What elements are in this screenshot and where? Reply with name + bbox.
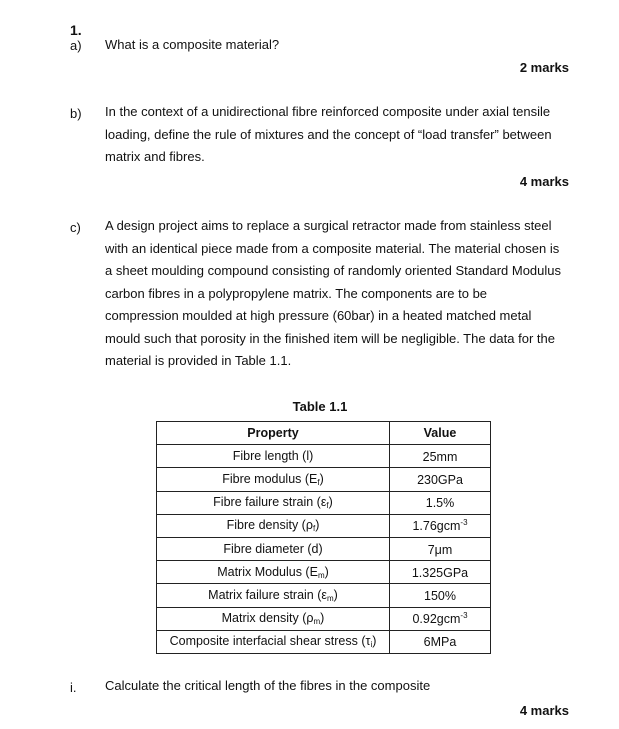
property-cell: Fibre density $(\rho_f)$ xyxy=(157,514,390,537)
part-b-marks: 4 marks xyxy=(519,174,569,189)
value-cell: 1.5% xyxy=(390,491,491,514)
table-row xyxy=(157,561,491,584)
part-c-line: A design project aims to replace a surgical retractor made from stainless steel xyxy=(105,218,552,233)
part-c-line: with an identical piece made from a composite material. The material chosen is xyxy=(105,240,560,256)
part-c-label: c) xyxy=(70,220,81,235)
property-cell: Fibre diameter (d) xyxy=(157,537,390,560)
part-b-label: b) xyxy=(70,106,82,121)
part-a-marks: 2 marks xyxy=(519,60,569,75)
part-a-label: a) xyxy=(70,38,82,53)
part-c-line: mould such that porosity in the finished item will be negligible. The data for the xyxy=(105,330,555,346)
value-cell: 150% xyxy=(390,584,491,607)
part-c-text xyxy=(105,215,575,373)
value-cell: 1.76gcm$^{-3}$ xyxy=(390,514,491,537)
table-row xyxy=(157,630,491,653)
table-row xyxy=(157,537,491,560)
property-cell: Composite interfacial shear stress $(\tau_i)$ xyxy=(157,630,390,653)
part-c-line: a sheet moulding compound consisting of randomly oriented Standard Modulus xyxy=(105,263,561,278)
part-c-line: compression moulded at high pressure (60bar) in a heated matched metal xyxy=(105,308,532,323)
table-row xyxy=(157,514,491,537)
part-c-i-text: Calculate the critical length of the fibres in the composite xyxy=(105,678,431,693)
data-table xyxy=(156,421,491,654)
value-cell: 1.325GPa xyxy=(390,561,491,584)
part-c-i-label: i. xyxy=(70,680,77,695)
part-b-line: loading, define the rule of mixtures and the concept of “load transfer” between xyxy=(105,126,552,142)
question-number: 1. xyxy=(70,22,82,38)
property-cell: Matrix failure strain $(\varepsilon_m)$ xyxy=(157,584,390,607)
property-cell: Fibre failure strain $(\varepsilon_f)$ xyxy=(157,491,390,514)
value-cell: 7μm xyxy=(390,537,491,560)
table-row xyxy=(157,445,491,468)
part-c-i-marks: 4 marks xyxy=(519,703,569,718)
part-b-text xyxy=(105,101,575,169)
property-cell: Fibre modulus $(E_f)$ xyxy=(157,468,390,491)
property-cell: Matrix Modulus $(E_m)$ xyxy=(157,561,390,584)
value-cell: 6MPa xyxy=(390,630,491,653)
header-value: Value xyxy=(390,422,491,445)
table-row xyxy=(157,491,491,514)
table-header-row xyxy=(157,422,491,445)
part-b-line: In the context of a unidirectional fibre reinforced composite under axial tensile xyxy=(105,104,551,119)
value-cell: 25mm xyxy=(390,445,491,468)
table-row xyxy=(157,468,491,491)
part-c-line: material is provided in Table 1.1. xyxy=(105,353,292,368)
property-cell: Matrix density $(\rho_m)$ xyxy=(157,607,390,630)
value-cell: 230GPa xyxy=(390,468,491,491)
table-row xyxy=(157,584,491,607)
part-a-text: What is a composite material? xyxy=(105,37,280,52)
part-c-line: carbon fibres in a polypropylene matrix. The components are to be xyxy=(105,285,488,301)
value-cell: 0.92gcm$^{-3}$ xyxy=(390,607,491,630)
table-caption: Table 1.1 xyxy=(292,399,348,414)
table-row xyxy=(157,607,491,630)
header-property: Property xyxy=(157,422,390,445)
part-b-line: matrix and fibres. xyxy=(105,149,205,164)
property-cell: Fibre length (l) xyxy=(157,445,390,468)
